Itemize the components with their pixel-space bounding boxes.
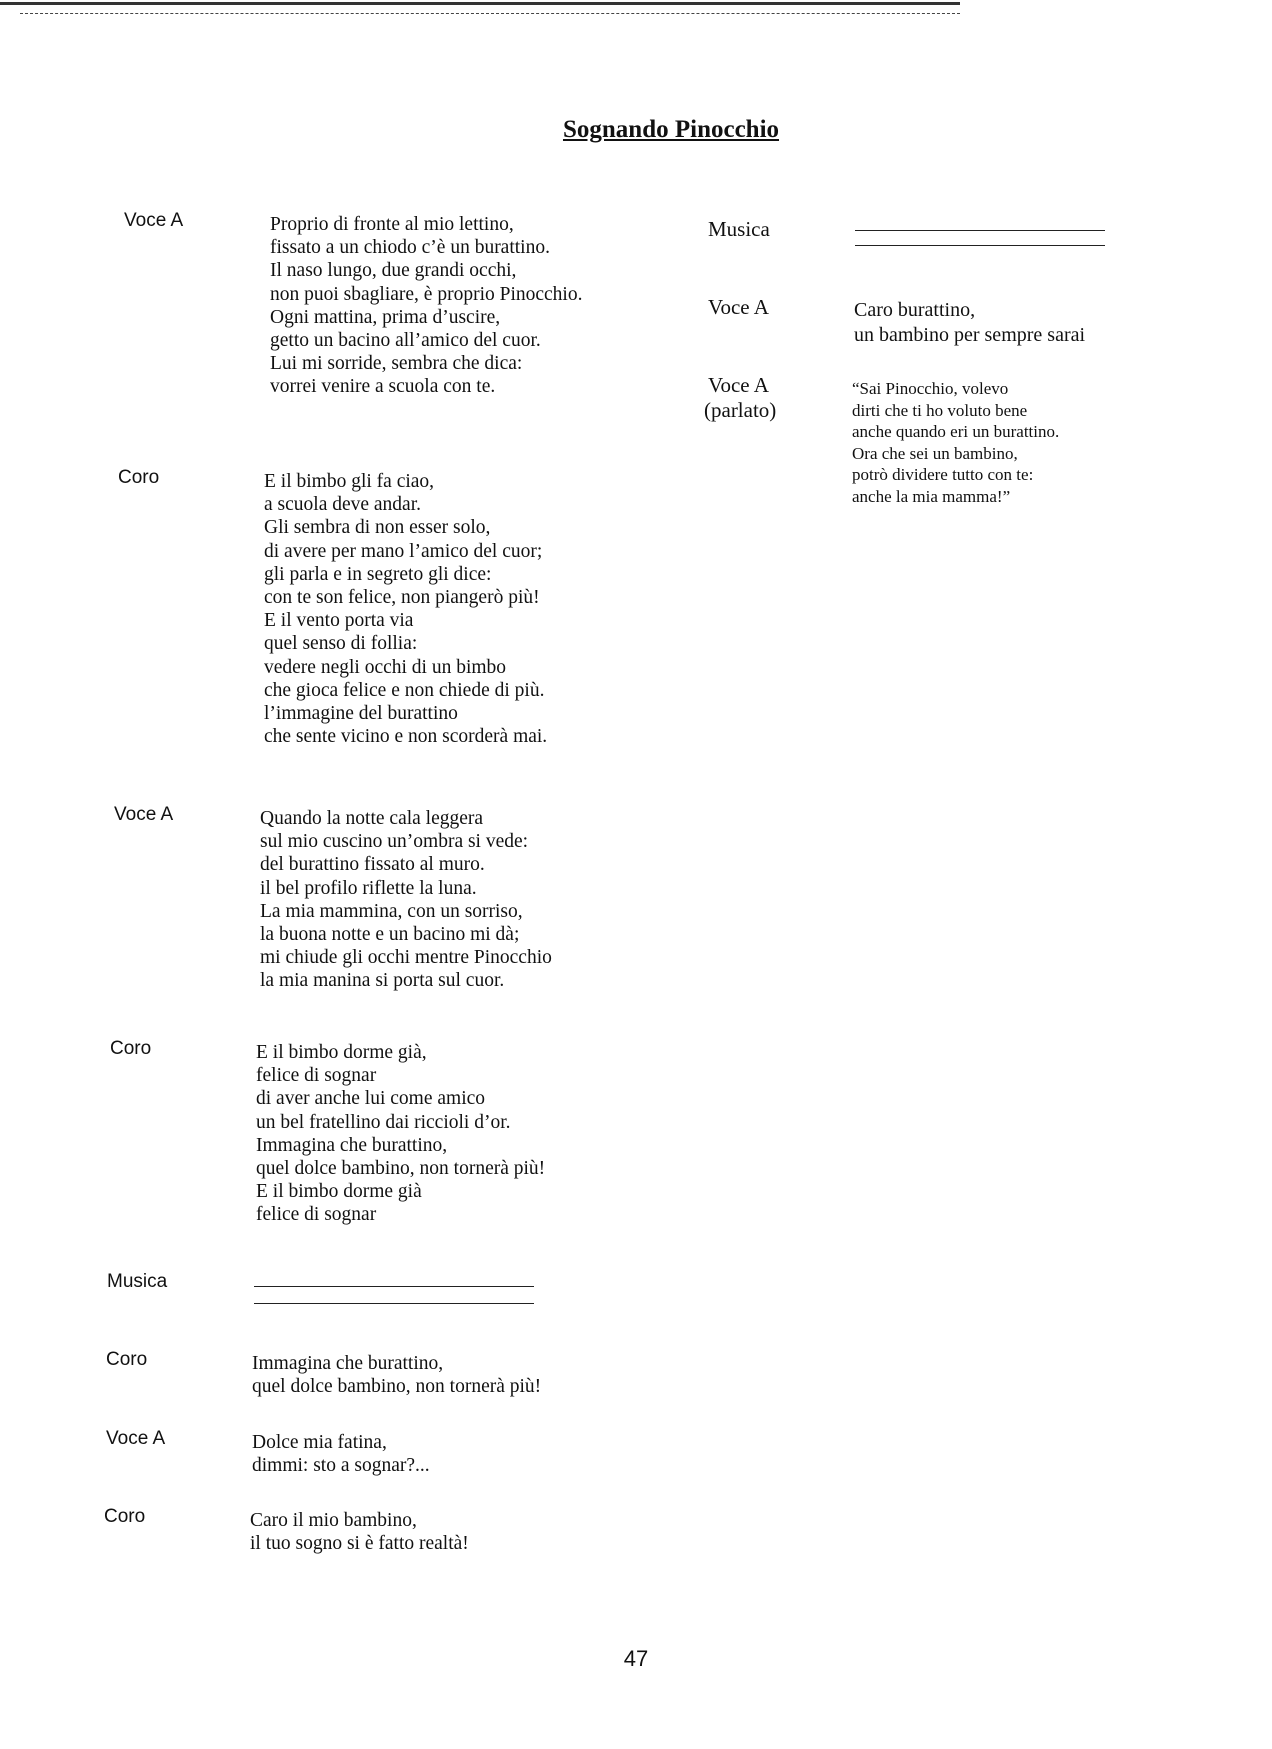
section-label-coro-3: Coro xyxy=(106,1349,148,1370)
verse-line: che sente vicino e non scorderà mai. xyxy=(264,726,548,748)
verse-line: con te son felice, non piangerò più! xyxy=(264,587,540,609)
blank-line xyxy=(855,230,1105,231)
verse-line: La mia mammina, con un sorriso, xyxy=(260,900,523,922)
verse-line: anche quando eri un burattino. xyxy=(852,422,1060,441)
verse-line: getto un bacino all’amico del cuor. xyxy=(270,330,541,352)
verse-line: Immagina che burattino, xyxy=(252,1353,444,1374)
verse-line: quel dolce bambino, non tornerà più! xyxy=(252,1376,542,1398)
blank-line xyxy=(254,1303,534,1304)
verse-line: vedere negli occhi di un bimbo xyxy=(264,656,507,678)
verse-coro-4 xyxy=(250,1509,469,1555)
verse-line: Lui mi sorride, sembra che dica: xyxy=(270,353,523,375)
verse-line: dimmi: sto a sognar?... xyxy=(252,1455,430,1477)
verse-line: E il bimbo dorme già, xyxy=(256,1042,427,1063)
verse-line: che gioca felice e non chiede di più. xyxy=(264,679,545,701)
verse-line: quel senso di follia: xyxy=(264,633,418,655)
verse-line: Quando la notte cala leggera xyxy=(260,808,484,829)
musica-blank-lines-right xyxy=(855,218,1105,260)
verse-voce-a-3 xyxy=(252,1431,430,1477)
verse-line: il bel profilo riflette la luna. xyxy=(260,877,477,899)
verse-coro-1 xyxy=(264,470,547,748)
verse-line: Caro il mio bambino, xyxy=(250,1510,417,1531)
verse-line: Ogni mattina, prima d’uscire, xyxy=(270,306,501,328)
verse-line: a scuola deve andar. xyxy=(264,494,422,516)
verse-line: fissato a un chiodo c’è un burattino. xyxy=(270,237,550,259)
verse-line: vorrei venire a scuola con te. xyxy=(270,376,496,398)
verse-line: un bel fratellino dai riccioli d’or. xyxy=(256,1111,511,1133)
verse-line: di avere per mano l’amico del cuor; xyxy=(264,540,543,562)
verse-line: anche la mia mamma!” xyxy=(852,486,1011,506)
verse-line: Dolce mia fatina, xyxy=(252,1432,387,1453)
section-label-musica-left: Musica xyxy=(107,1271,168,1292)
verse-line: felice di sognar xyxy=(256,1065,377,1087)
verse-line: dirti che ti ho voluto bene xyxy=(852,400,1028,420)
verse-voce-a-right-1 xyxy=(854,298,1085,348)
section-label-coro-4: Coro xyxy=(104,1506,146,1527)
section-label-voce-a-1: Voce A xyxy=(124,210,184,231)
section-label-voce-a-right-2: Voce A xyxy=(708,373,769,397)
verse-coro-2 xyxy=(256,1041,545,1227)
scan-border-dashed xyxy=(20,13,960,14)
scan-border-top xyxy=(0,2,960,5)
section-label-voce-a-right-1: Voce A xyxy=(708,295,769,319)
blank-line xyxy=(254,1286,534,1287)
verse-line: non puoi sbagliare, è proprio Pinocchio. xyxy=(270,283,583,305)
verse-line: Caro burattino, xyxy=(854,299,976,321)
verse-line: “Sai Pinocchio, volevo xyxy=(852,379,1009,398)
verse-line: del burattino fissato al muro. xyxy=(260,854,485,876)
verse-line: E il bimbo gli fa ciao, xyxy=(264,471,435,492)
verse-voce-a-2 xyxy=(260,807,552,993)
verse-voce-a-parlato xyxy=(852,378,1059,507)
section-label-parlato: (parlato) xyxy=(704,398,777,422)
musica-blank-lines-left xyxy=(254,1274,534,1320)
section-label-voce-a-2: Voce A xyxy=(114,804,174,825)
verse-line: E il bimbo dorme già xyxy=(256,1181,422,1203)
page-number: 47 xyxy=(623,1646,649,1671)
section-label-voce-a-3: Voce A xyxy=(106,1428,166,1449)
verse-line: potrò dividere tutto con te: xyxy=(852,465,1034,484)
verse-line: il tuo sogno si è fatto realtà! xyxy=(250,1533,469,1555)
verse-line: Immagina che burattino, xyxy=(256,1134,448,1156)
verse-coro-3 xyxy=(252,1352,541,1398)
verse-line: Gli sembra di non esser solo, xyxy=(264,517,491,539)
verse-line: E il vento porta via xyxy=(264,610,414,632)
verse-line: un bambino per sempre sarai xyxy=(854,324,1086,346)
verse-line: Il naso lungo, due grandi occhi, xyxy=(270,260,517,282)
section-label-musica-right: Musica xyxy=(708,217,770,241)
verse-line: la buona notte e un bacino mi dà; xyxy=(260,924,520,946)
verse-line: di aver anche lui come amico xyxy=(256,1088,486,1110)
section-label-coro-2: Coro xyxy=(110,1038,152,1059)
verse-line: Ora che sei un bambino, xyxy=(852,443,1018,463)
verse-line: l’immagine del burattino xyxy=(264,703,458,725)
verse-voce-a-1 xyxy=(270,213,582,399)
verse-line: mi chiude gli occhi mentre Pinocchio xyxy=(260,947,552,969)
verse-line: la mia manina si porta sul cuor. xyxy=(260,970,505,992)
section-label-coro-1: Coro xyxy=(118,467,160,488)
verse-line: Proprio di fronte al mio lettino, xyxy=(270,214,514,235)
verse-line: felice di sognar xyxy=(256,1204,377,1226)
verse-line: gli parla e in segreto gli dice: xyxy=(264,563,492,585)
page-title: Sognando Pinocchio xyxy=(562,116,780,143)
blank-line xyxy=(855,245,1105,246)
verse-line: quel dolce bambino, non tornerà più! xyxy=(256,1158,546,1180)
verse-line: sul mio cuscino un’ombra si vede: xyxy=(260,831,529,853)
